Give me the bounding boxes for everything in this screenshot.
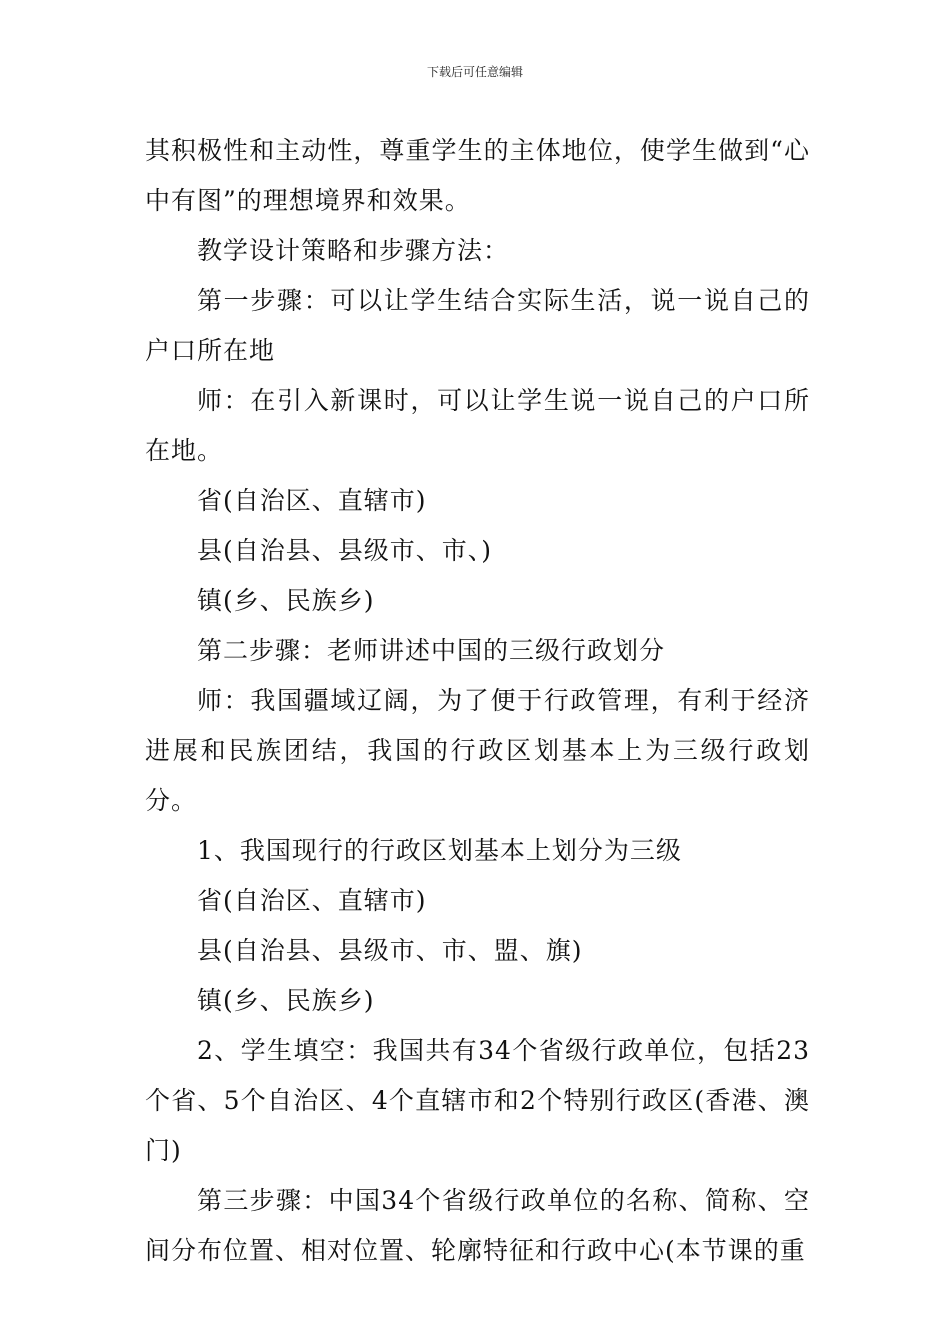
paragraph-11: 省(自治区、直辖市) [197, 886, 427, 915]
paragraph-5: 省(自治区、直辖市) [197, 486, 427, 515]
paragraph-9: 师：我国疆域辽阔，为了便于行政管理，有利于经济进展和民族团结，我国的行政区划基本上为三级行政划分。 [145, 686, 810, 815]
paragraph-7: 镇(乡、民族乡) [197, 586, 375, 615]
page-header: 下载后可任意编辑 [426, 65, 523, 79]
paragraph-14: 2、学生填空：我国共有34个省级行政单位，包括23个省、5个自治区、4个直辖市和2个特别行政区(香港、澳门) [145, 1036, 810, 1165]
paragraph-12: 县(自治县、县级市、市、盟、旗) [197, 936, 583, 965]
paragraph-1: 其积极性和主动性，尊重学生的主体地位，使学生做到“心中有图”的理想境界和效果。 [145, 136, 810, 215]
paragraph-8: 第二步骤：老师讲述中国的三级行政划分 [197, 636, 666, 665]
paragraph-6: 县(自治县、县级市、市、) [197, 536, 493, 565]
paragraph-4: 师：在引入新课时，可以让学生说一说自己的户口所在地。 [145, 386, 810, 465]
document-body [145, 126, 810, 1276]
paragraph-3: 第一步骤：可以让学生结合实际生活，说一说自己的户口所在地 [145, 286, 810, 365]
paragraph-10: 1、我国现行的行政区划基本上划分为三级 [197, 836, 682, 865]
paragraph-15: 第三步骤：中国34个省级行政单位的名称、简称、空间分布位置、相对位置、轮廓特征和行政中心(本节课的重 [145, 1186, 810, 1265]
paragraph-2: 教学设计策略和步骤方法： [197, 236, 510, 265]
paragraph-13: 镇(乡、民族乡) [197, 986, 375, 1015]
